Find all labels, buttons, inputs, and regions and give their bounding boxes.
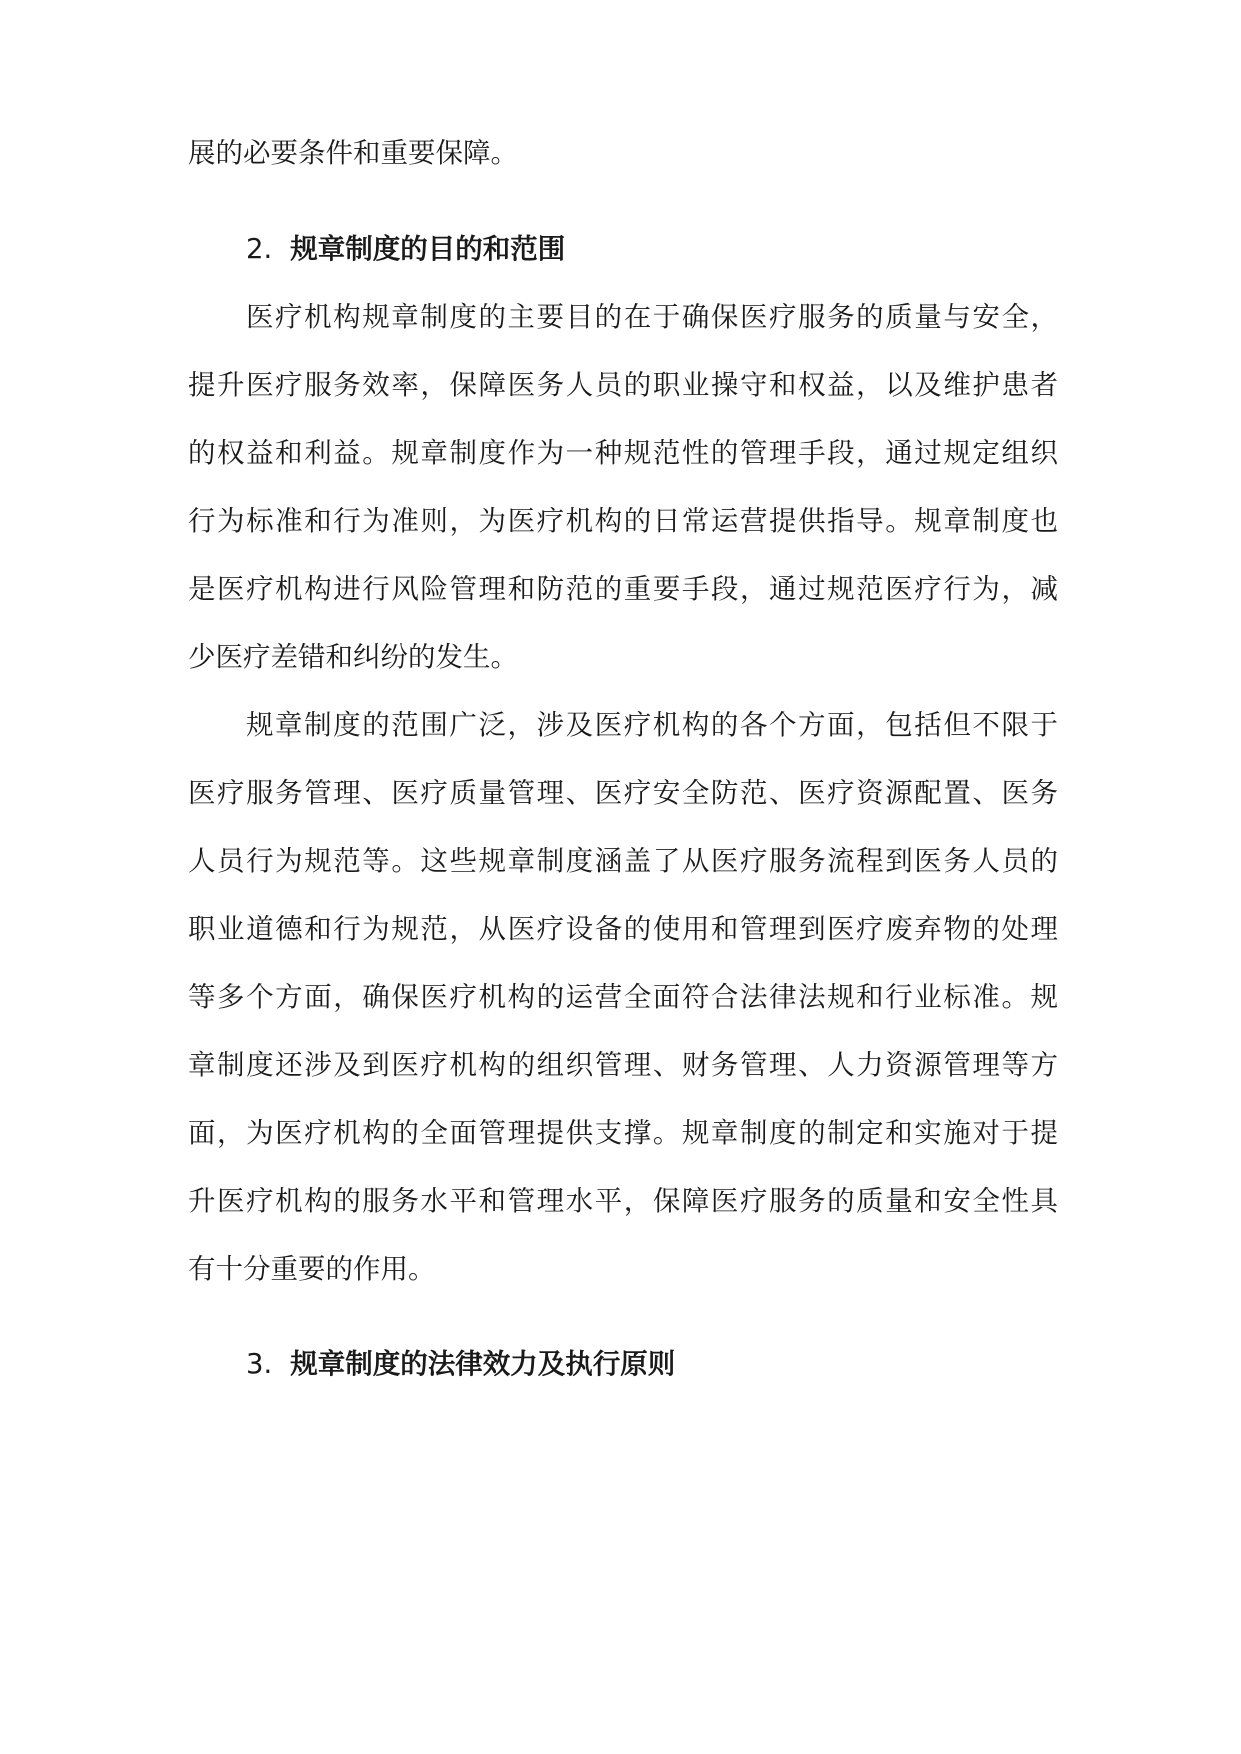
paragraph-line: 少医疗差错和纠纷的发生。 <box>188 641 518 673</box>
paragraph-line: 面，为医疗机构的全面管理提供支撑。规章制度的制定和实施对于提 <box>188 1117 1058 1149</box>
section-number: 3. <box>246 1348 273 1380</box>
paragraph-line: 职业道德和行为规范，从医疗设备的使用和管理到医疗废弃物的处理 <box>188 913 1058 945</box>
paragraph-line: 等多个方面，确保医疗机构的运营全面符合法律法规和行业标准。规 <box>188 981 1058 1013</box>
paragraph-line: 行为标准和行为准则，为医疗机构的日常运营提供指导。规章制度也 <box>188 505 1058 537</box>
paragraph-line: 升医疗机构的服务水平和管理水平，保障医疗服务的质量和安全性具 <box>188 1185 1058 1217</box>
paragraph-line: 是医疗机构进行风险管理和防范的重要手段，通过规范医疗行为，减 <box>188 573 1058 605</box>
section-title: 规章制度的法律效力及执行原则 <box>290 1348 676 1380</box>
paragraph-line: 的权益和利益。规章制度作为一种规范性的管理手段，通过规定组织 <box>188 437 1058 469</box>
paragraph-line: 医疗服务管理、医疗质量管理、医疗安全防范、医疗资源配置、医务 <box>188 777 1058 809</box>
paragraph-line: 章制度还涉及到医疗机构的组织管理、财务管理、人力资源管理等方 <box>188 1049 1058 1081</box>
paragraph-continuation-line: 展的必要条件和重要保障。 <box>188 137 518 169</box>
section-title: 规章制度的目的和范围 <box>290 233 566 265</box>
paragraph-line: 提升医疗服务效率，保障医务人员的职业操守和权益，以及维护患者 <box>188 369 1058 401</box>
section-number: 2. <box>246 233 273 265</box>
section-heading-3 <box>246 1344 675 1384</box>
section-heading-2 <box>246 229 565 269</box>
paragraph-line: 医疗机构规章制度的主要目的在于确保医疗服务的质量与安全， <box>246 301 1058 333</box>
paragraph-line: 有十分重要的作用。 <box>188 1253 436 1285</box>
paragraph-line: 人员行为规范等。这些规章制度涵盖了从医疗服务流程到医务人员的 <box>188 845 1058 877</box>
paragraph-line: 规章制度的范围广泛，涉及医疗机构的各个方面，包括但不限于 <box>246 709 1058 741</box>
